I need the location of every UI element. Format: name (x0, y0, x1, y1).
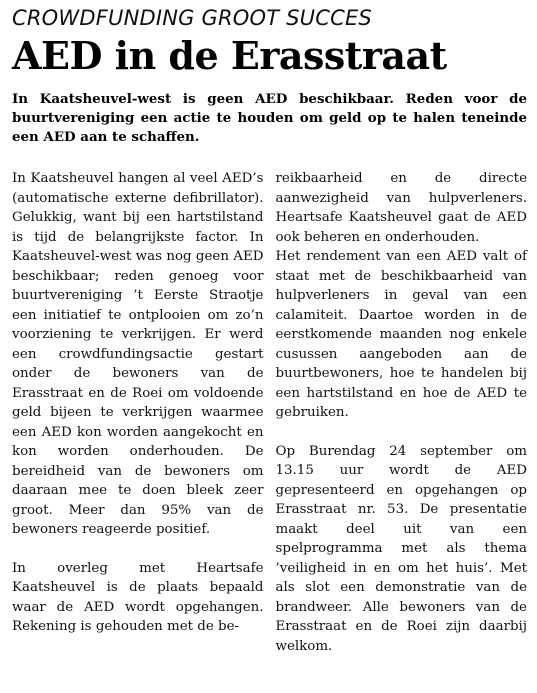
column-left (12, 169, 264, 656)
body-paragraph: reikbaarheid en de directe aanwezigheid van hulpverleners. Heartsafe Kaatsheuvel gaat de AED ook beheren en onderhouden. (275, 171, 527, 245)
article-headline: AED in de Erasstraat (12, 33, 447, 78)
article-lead: In Kaatsheuvel-west is geen AED beschikbaar. Reden voor de buurtvereniging een actie te houden om geld op te halen teneinde een AED aan te schaffen. (12, 91, 527, 145)
article-kicker: CROWDFUNDING GROOT SUCCES (12, 6, 372, 30)
body-paragraph: Het rendement van een AED valt of staat met de beschikbaarheid van hulpverleners in geval van een calamiteit. Daartoe worden in de eerstkomende maanden nog enkele cusussen aangeboden aan de buurtbewoners, hoe te handelen bij een hartstilstand en hoe de AED te gebruiken. (275, 249, 527, 420)
body-paragraph: In overleg met Heartsafe Kaatsheuvel is de plaats bepaald waar de AED wordt opgehangen. Rekening is gehouden met de be- (12, 560, 264, 634)
body-paragraph: Op Burendag 24 september om 13.15 uur wordt de AED gepresenteerd en opgehangen op Erasstraat nr. 53. De presentatie maakt deel uit van een spelprogramma met als thema ’veiligheid in en om het huis’. Met als slot een demonstratie van de brandweer. Alle bewoners van de Erasstraat en de Roei zijn daarbij welkom. (275, 443, 527, 654)
newspaper-article (0, 6, 537, 693)
column-right (276, 169, 528, 656)
article-body (12, 169, 527, 656)
body-paragraph: In Kaatsheuvel hangen al veel AED’s (automatische externe defibrillator). Gelukkig, want bij een hartstilstand is tijd de belangrijkste factor. In Kaatsheuvel-west was nog geen AED beschikbaar; reden genoeg voor buurtvereniging ’t Eerste Straotje een initiatief te ontplooien om zo’n voorziening te verkrijgen. Er werd een crowdfundingsactie gestart onder de bewoners van de Erasstraat en de Roei om voldoende geld bijeen te verkrijgen waarmee een AED kon worden aangekocht en kon worden onderhouden. De bereidheid van de bewoners om daaraan mee te doen bleek zeer groot. Meer dan 95% van de bewoners reageerde positief. (12, 171, 264, 537)
